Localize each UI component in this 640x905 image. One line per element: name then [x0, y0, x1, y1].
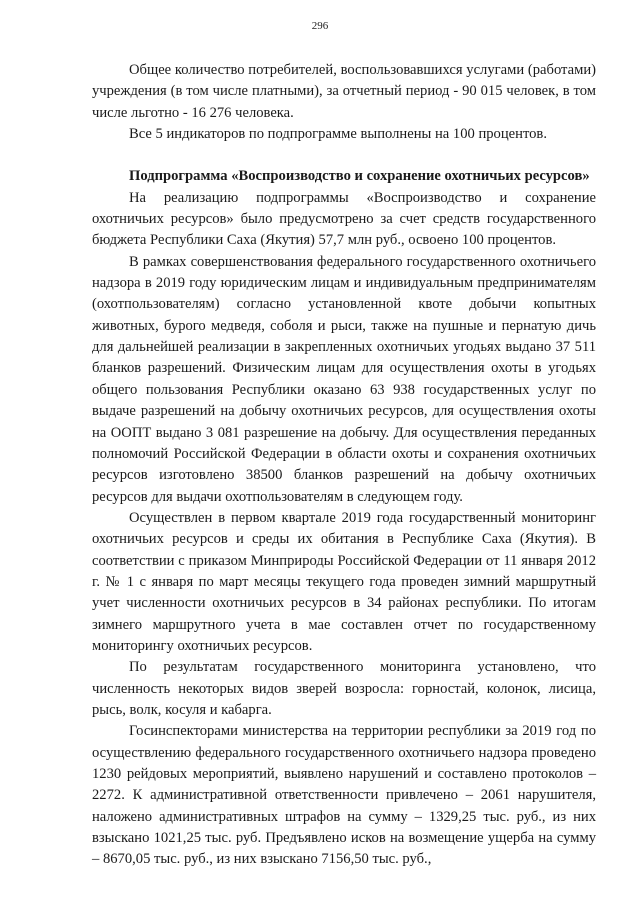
document-body	[92, 60, 596, 871]
page-number: 296	[311, 20, 329, 32]
paragraph-consumers-count: Общее количество потребителей, воспользовавшихся услугами (работами) учреждения (в том числе платными), за отчетный период - 90 015 человек, в том числе льготно - 16 276 человека.	[92, 62, 596, 121]
paragraph-indicators-completed: Все 5 индикаторов по подпрограмме выполнены на 100 процентов.	[129, 126, 547, 143]
paragraph-inspection-results: Госинспекторами министерства на территории республики за 2019 год по осуществлению федерального государственного охотничьего надзора проведено 1230 рейдовых мероприятий, выявлено нарушений и составлено протоколов – 2272. К административной ответственности привлечено – 2061 нарушителя, наложено административных штрафов на сумму – 1329,25 тыс. руб., из них взыскано 1021,25 тыс. руб. Предъявлено исков на возмещение ущерба на сумму – 8670,05 тыс. руб., из них взыскано 7156,50 тыс. руб.,	[92, 723, 596, 868]
paragraph-resource-monitoring: Осуществлен в первом квартале 2019 года государственный мониторинг охотничьих ресурсов и среды их обитания в Республике Саха (Якутия). В соответствии с приказом Минприроды Российской Федерации от 11 января 2012 г. № 1 с января по март месяцы текущего года проведен зимний маршрутный учет численности охотничьих ресурсов в 34 районах республики. По итогам зимнего маршрутного учета в мае составлен отчет по государственному мониторингу охотничьих ресурсов.	[92, 509, 596, 654]
paragraph-monitoring-results: По результатам государственного мониторинга установлено, что численность некоторых видов зверей возросла: горностай, колонок, лисица, рысь, волк, косуля и кабарга.	[92, 659, 596, 718]
paragraph-hunting-supervision: В рамках совершенствования федерального государственного охотничьего надзора в 2019 году юридическим лицам и индивидуальным предпринимателям (охотпользователям) согласно установленной квоте добычи копытных животных, бурого медведя, соболя и рыси, также на пушные и пернатую дичь для дальнейшей реализации в закрепленных охотничьих угодьях выдано 37 511 бланков разрешений. Физическим лицам для осуществления охоты в угодьях общего пользования Республики оказано 63 938 государственных услуг по выдаче разрешений на добычу охотничьих ресурсов, для осуществления охоты на ООПТ выдано 3 081 разрешение на добычу. Для осуществления переданных полномочий Российской Федерации в области охоты и сохранения охотничьих ресурсов изготовлено 38500 бланков разрешений на добычу охотничьих ресурсов для выдачи охотпользователям в следующем году.	[92, 253, 596, 505]
subprogram-heading: Подпрограмма «Воспроизводство и сохранение охотничьих ресурсов»	[129, 168, 590, 185]
paragraph-subprogram-funding: На реализацию подпрограммы «Воспроизводство и сохранение охотничьих ресурсов» было предусмотрено за счет средств государственного бюджета Республики Саха (Якутия) 57,7 млн руб., освоено 100 процентов.	[92, 189, 596, 249]
